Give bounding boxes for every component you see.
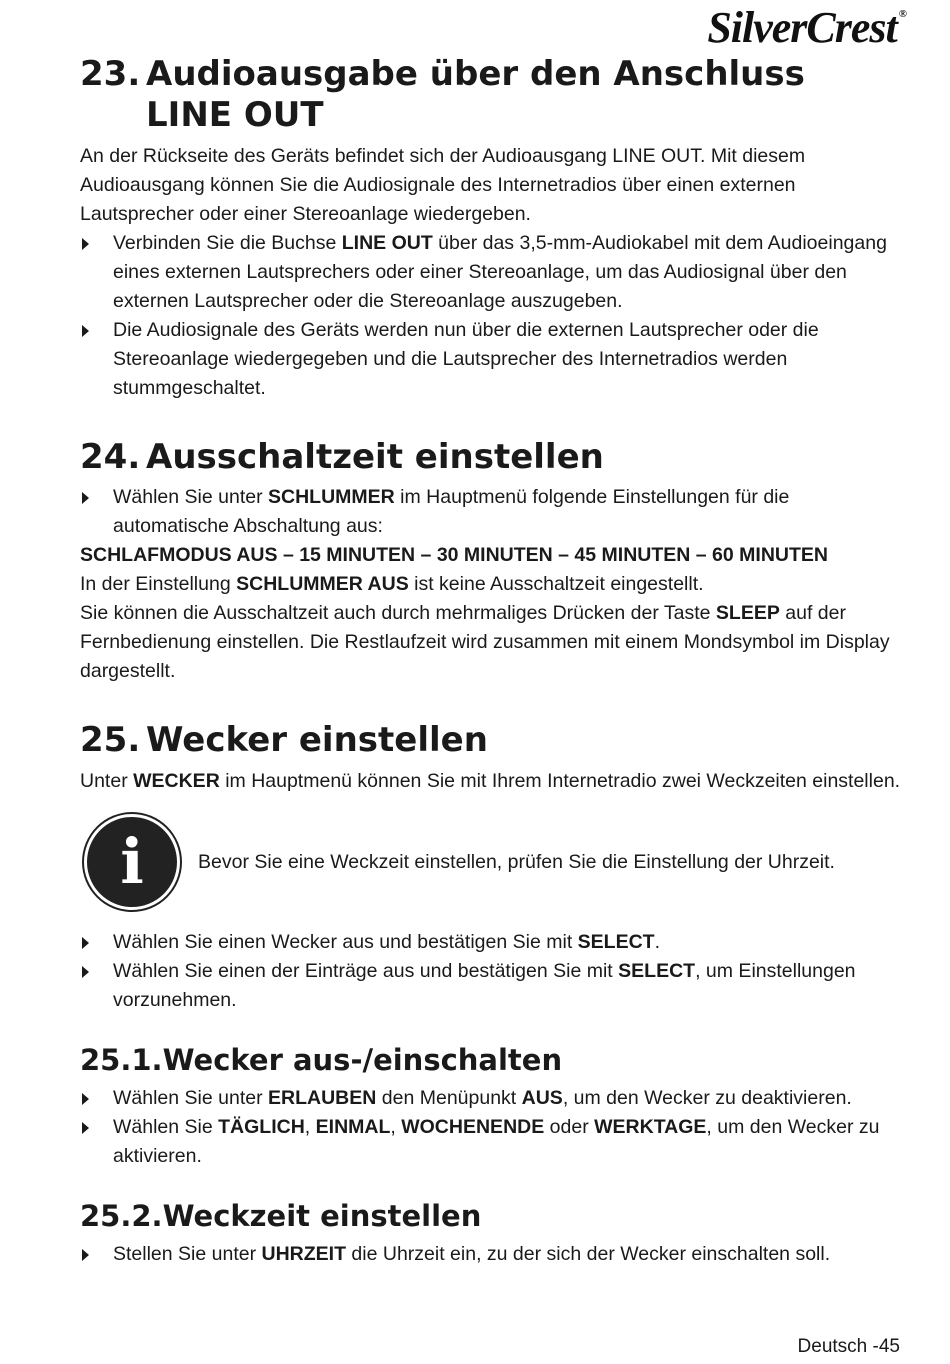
section-25-1-heading	[80, 1043, 902, 1078]
registered-mark: ®	[898, 8, 906, 20]
paragraph: Unter WECKER im Hauptmenü können Sie mit Ihrem Internetradio zwei Weckzeiten einstellen.	[80, 770, 901, 793]
list-item: Wählen Sie einen der Einträge aus und bestätigen Sie mit SELECT, um Einstellungen vorzunehmen.	[80, 957, 902, 1015]
section-number: 23.	[80, 54, 141, 94]
list-item: Stellen Sie unter UHRZEIT die Uhrzeit ein, zu der sich der Wecker einschalten soll.	[80, 1240, 902, 1269]
arrow-bullet-icon	[82, 238, 89, 250]
section-number: 25.2.	[80, 1198, 163, 1233]
section-title: Weckzeit einstellen	[162, 1198, 482, 1233]
arrow-bullet-icon	[82, 325, 89, 337]
section-number: 25.	[80, 720, 141, 761]
section-title: Wecker aus-/einschalten	[162, 1043, 563, 1078]
arrow-bullet-icon	[82, 937, 89, 949]
section-25-2-steps	[80, 1240, 902, 1269]
section-24-steps	[80, 483, 902, 541]
list-item: Verbinden Sie die Buchse LINE OUT über das 3,5-mm-Audiokabel mit dem Audioeingang eines externen Lautsprechers oder einer Stereoanlage, um das Audiosignal über den externen Lautsprecher oder die Stereoanlage auszugeben.	[80, 229, 902, 316]
list-item: Wählen Sie unter ERLAUBEN den Menüpunkt AUS, um den Wecker zu deaktivieren.	[80, 1084, 902, 1113]
section-23-heading	[80, 54, 902, 136]
info-note	[80, 814, 902, 910]
paragraph: Sie können die Ausschaltzeit auch durch mehrmaliges Drücken der Taste SLEEP auf der Fernbedienung einstellen. Die Restlaufzeit wird zusammen mit einem Mondsymbol im Display dargestellt.	[80, 602, 890, 683]
info-text: Bevor Sie eine Weckzeit einstellen, prüfen Sie die Einstellung der Uhrzeit.	[198, 850, 835, 873]
section-title: Ausschaltzeit einstellen	[146, 436, 604, 477]
section-24-heading	[80, 437, 902, 478]
arrow-bullet-icon	[82, 966, 89, 978]
list-item: Wählen Sie unter SCHLUMMER im Hauptmenü folgende Einstellungen für die automatische Abschaltung aus:	[80, 483, 902, 541]
brand-name: SilverCrest	[707, 3, 897, 52]
paragraph: In der Einstellung SCHLUMMER AUS ist keine Ausschaltzeit eingestellt.	[80, 573, 704, 596]
brand-logo	[707, 2, 906, 53]
info-icon: i	[84, 814, 180, 910]
page-number: Deutsch -45	[797, 1336, 900, 1357]
list-item: Die Audiosignale des Geräts werden nun über die externen Lautsprecher oder die Stereoanlage wiedergegeben und die Lautsprecher des Internetradios werden stummgeschaltet.	[80, 316, 902, 403]
list-item: Wählen Sie einen Wecker aus und bestätigen Sie mit SELECT.	[80, 928, 902, 957]
section-25-1-steps	[80, 1084, 902, 1171]
section-25-steps	[80, 928, 902, 1015]
section-number: 24.	[80, 436, 141, 477]
section-title: Wecker einstellen	[146, 720, 488, 761]
section-25-heading	[80, 720, 902, 761]
list-item: Wählen Sie TÄGLICH, EINMAL, WOCHENENDE oder WERKTAGE, um den Wecker zu aktivieren.	[80, 1113, 902, 1171]
section-23-steps	[80, 229, 902, 403]
sleep-options: SCHLAFMODUS AUS – 15 MINUTEN – 30 MINUTEN – 45 MINUTEN – 60 MINUTEN	[80, 544, 828, 567]
arrow-bullet-icon	[82, 1093, 89, 1105]
section-title: Audioausgabe über den Anschluss LINE OUT	[146, 54, 805, 135]
section-23-intro: An der Rückseite des Geräts befindet sich der Audioausgang LINE OUT. Mit diesem Audioausgang können Sie die Audiosignale des Internetradios über einen externen Lautsprecher oder einer Stereoanlage wiedergeben.	[80, 144, 806, 225]
arrow-bullet-icon	[82, 492, 89, 504]
arrow-bullet-icon	[82, 1122, 89, 1134]
section-25-2-heading	[80, 1199, 902, 1234]
arrow-bullet-icon	[82, 1249, 89, 1261]
section-number: 25.1.	[80, 1043, 163, 1078]
page-content	[80, 54, 902, 1269]
